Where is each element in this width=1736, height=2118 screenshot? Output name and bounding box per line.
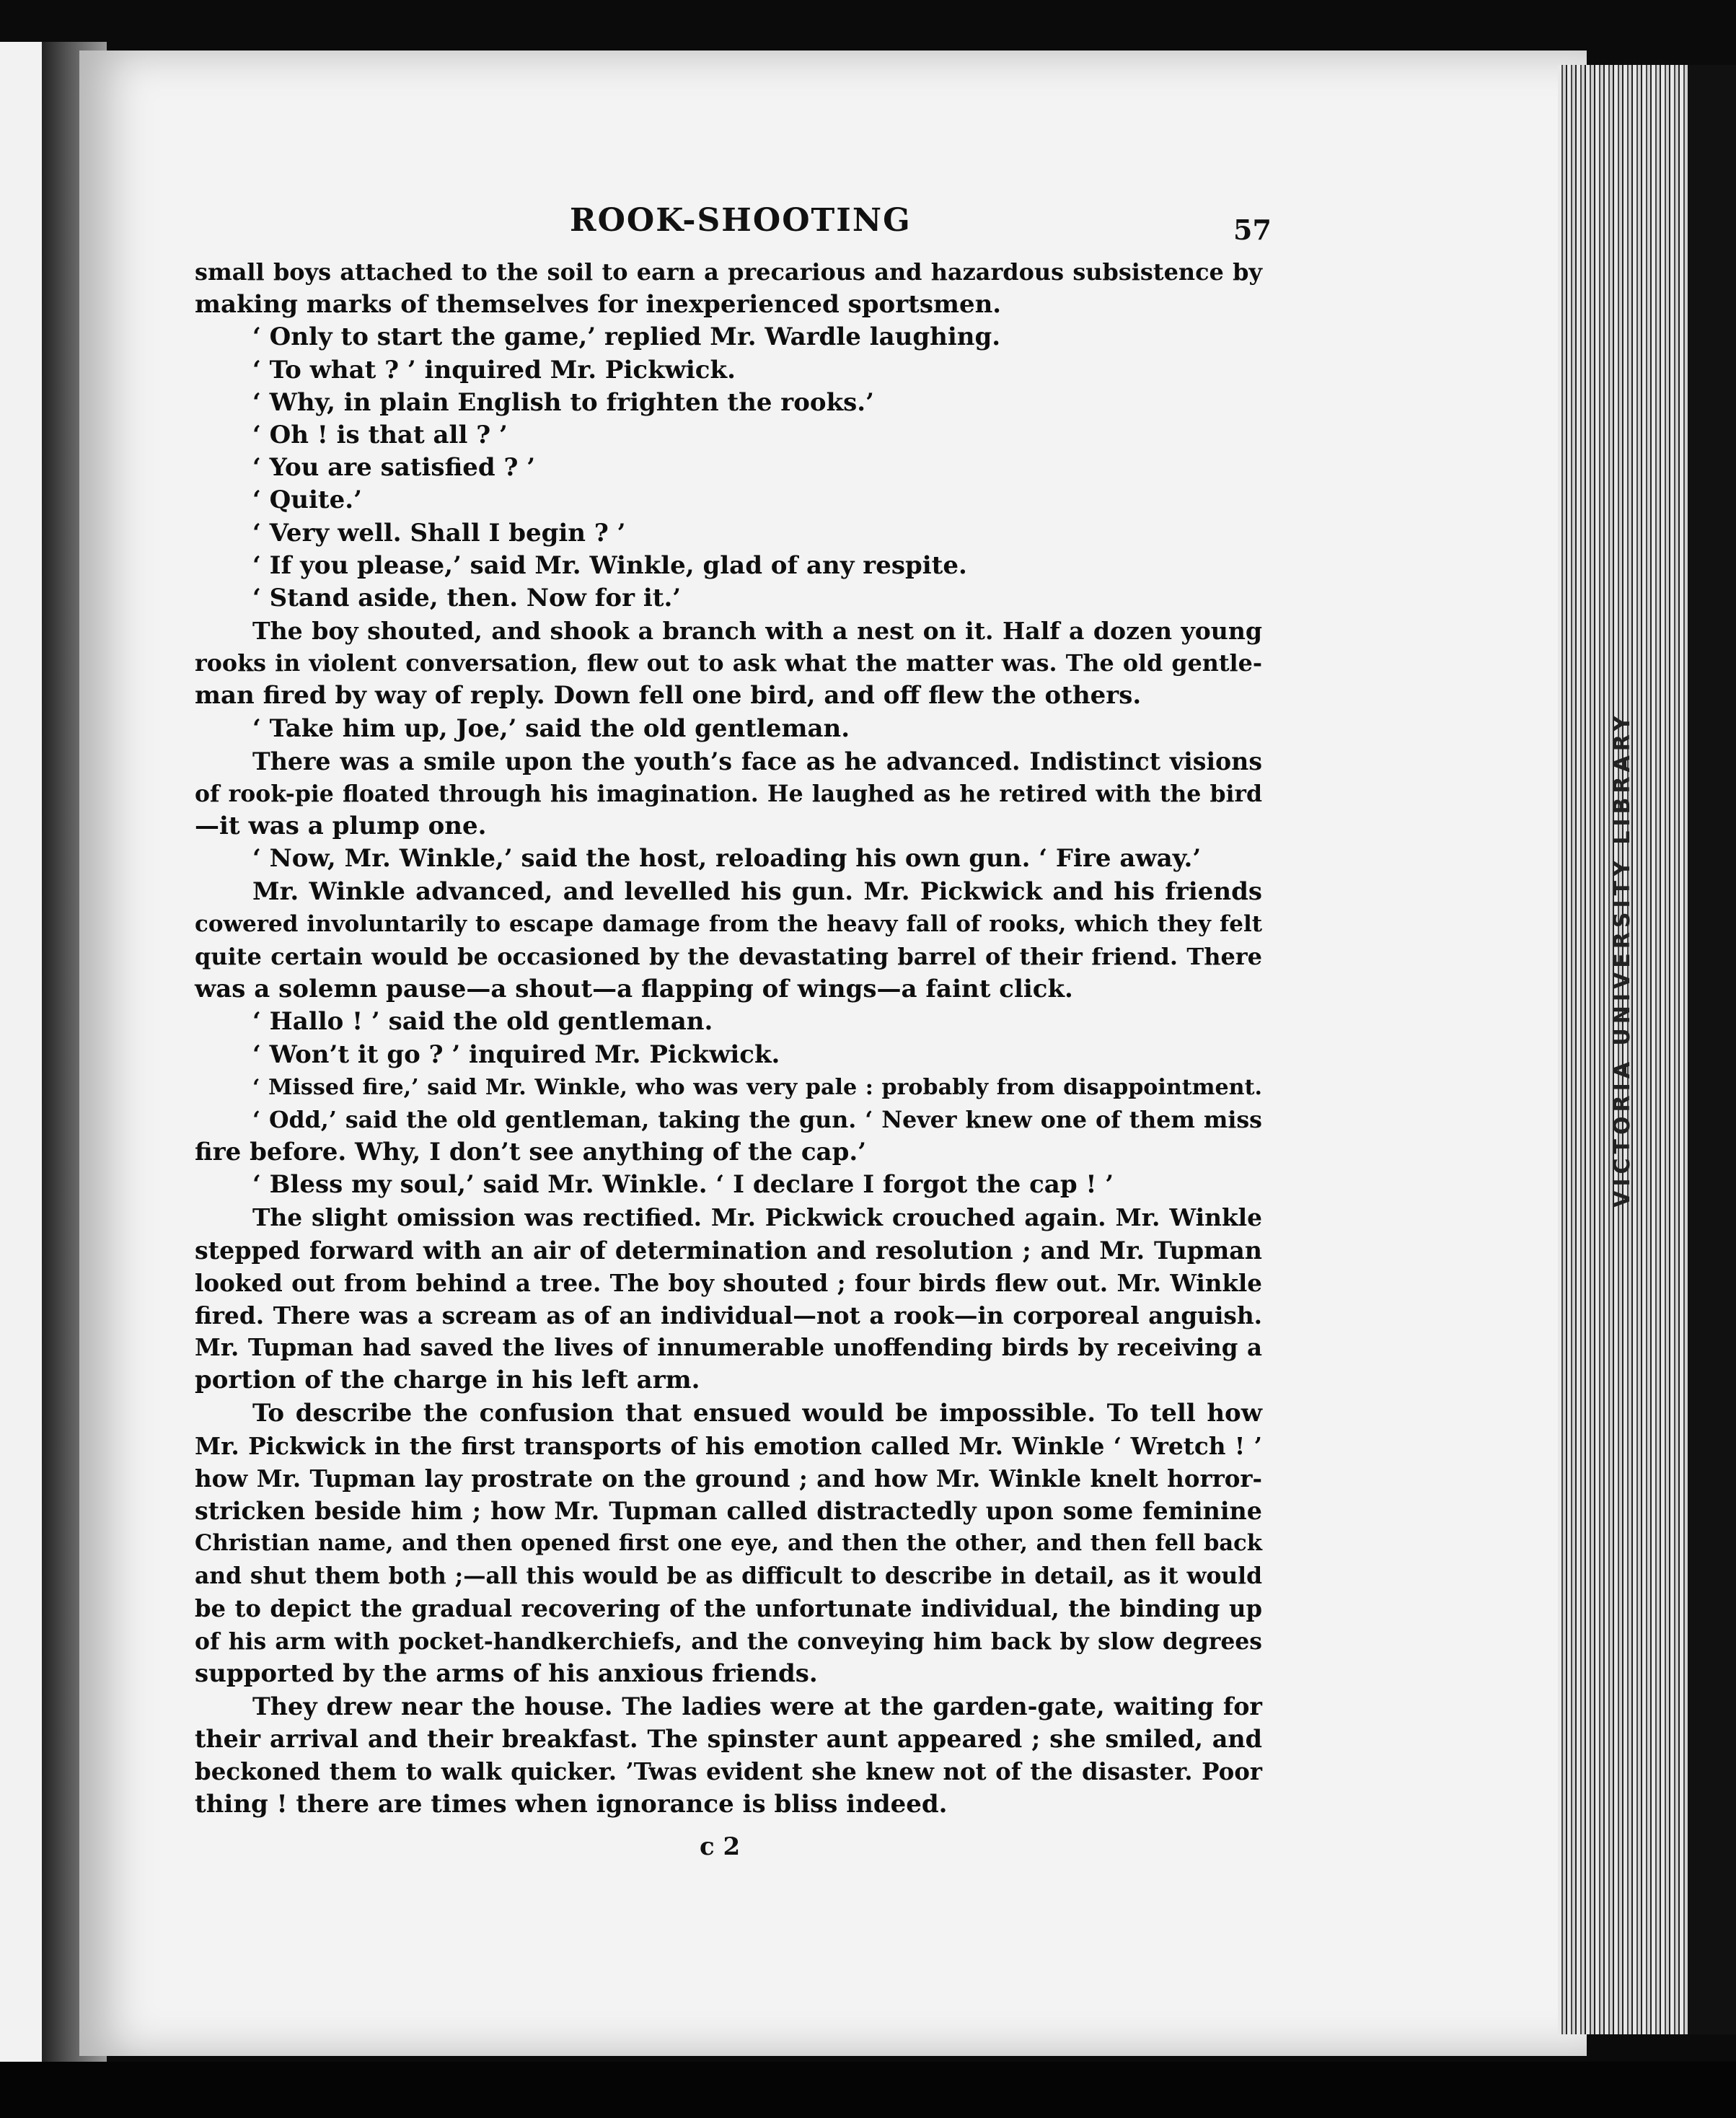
text-line: They drew near the house. The ladies were at the garden-gate, waiting for — [252, 1692, 1262, 1721]
text-line: Mr. Pickwick in the first transports of his emotion called Mr. Winkle ‘ Wretch ! ’ — [195, 1431, 1262, 1460]
text-line: portion of the charge in his left arm. — [195, 1366, 700, 1395]
text-line: Mr. Winkle advanced, and levelled his gun. Mr. Pickwick and his friends — [252, 876, 1262, 906]
bottom-shadow — [0, 2062, 1736, 2118]
text-line: of rook-pie floated through his imagination. He laughed as he retired with the bird — [195, 781, 1262, 807]
text-line: was a solemn pause—a shout—a flapping of wings—a faint click. — [195, 975, 1073, 1004]
text-line: thing ! there are times when ignorance is bliss indeed. — [195, 1789, 948, 1819]
text-line: fire before. Why, I don’t see anything of the cap.’ — [195, 1138, 867, 1167]
text-line: small boys attached to the soil to earn a precarious and hazardous subsistence by — [195, 258, 1262, 286]
text-line: beckoned them to walk quicker. ’Twas evident she knew not of the disaster. Poor — [195, 1757, 1262, 1785]
body-text — [195, 256, 1262, 1821]
text-line: cowered involuntarily to escape damage from the heavy fall of rooks, which they felt — [195, 910, 1262, 937]
running-head: ROOK-SHOOTING — [570, 202, 912, 239]
text-line: ‘ Why, in plain English to frighten the rooks.’ — [252, 387, 874, 417]
text-line: stepped forward with an air of determination and resolution ; and Mr. Tupman — [195, 1236, 1262, 1265]
text-line: be to depict the gradual recovering of the unfortunate individual, the binding up — [195, 1594, 1262, 1622]
text-line: rooks in violent conversation, flew out to ask what the matter was. The old gentle- — [195, 650, 1262, 677]
text-line: ‘ Take him up, Joe,’ said the old gentleman. — [252, 713, 850, 743]
text-line: fired. There was a scream as of an individual—not a rook—in corporeal anguish. — [195, 1301, 1262, 1330]
text-line: ‘ Oh ! is that all ? ’ — [252, 420, 508, 449]
text-line: and shut them both ;—all this would be as difficult to describe in detail, as it would — [195, 1563, 1262, 1589]
text-line: making marks of themselves for inexperienced sportsmen. — [195, 290, 1002, 320]
text-line: ‘ Won’t it go ? ’ inquired Mr. Pickwick. — [252, 1040, 780, 1069]
signature-mark: c 2 — [700, 1832, 741, 1861]
text-line: ‘ Hallo ! ’ said the old gentleman. — [252, 1007, 713, 1037]
text-line: ‘ Very well. Shall I begin ? ’ — [252, 518, 626, 548]
text-line: looked out from behind a tree. The boy shouted ; four birds flew out. Mr. Winkle — [195, 1268, 1262, 1297]
text-line: ‘ Stand aside, then. Now for it.’ — [252, 583, 682, 612]
right-cover-edge — [1688, 65, 1736, 2034]
text-line: ‘ Now, Mr. Winkle,’ said the host, reloading his own gun. ‘ Fire away.’ — [252, 844, 1202, 874]
text-line: The boy shouted, and shook a branch with a nest on it. Half a dozen young — [252, 617, 1262, 646]
text-line: To describe the confusion that ensued would be impossible. To tell how — [252, 1398, 1262, 1428]
text-line: Mr. Tupman had saved the lives of innumerable unoffending birds by receiving a — [195, 1334, 1262, 1362]
page-number: 57 — [1233, 214, 1272, 246]
text-line: —it was a plump one. — [195, 812, 487, 841]
text-line: stricken beside him ; how Mr. Tupman called distractedly upon some feminine — [195, 1497, 1262, 1526]
text-line: supported by the arms of his anxious friends. — [195, 1659, 818, 1689]
left-page-edge — [0, 42, 42, 2062]
text-line: ‘ Bless my soul,’ said Mr. Winkle. ‘ I declare I forgot the cap ! ’ — [252, 1170, 1114, 1200]
text-line: ‘ If you please,’ said Mr. Winkle, glad of any respite. — [252, 550, 967, 580]
text-line: ‘ You are satisfied ? ’ — [252, 453, 536, 483]
text-line: ‘ Odd,’ said the old gentleman, taking the gun. ‘ Never knew one of them miss — [252, 1106, 1262, 1133]
text-line: Christian name, and then opened first one eye, and then the other, and then fell back — [195, 1530, 1262, 1557]
text-line: of his arm with pocket-handkerchiefs, and the conveying him back by slow degrees — [195, 1627, 1262, 1655]
text-line: There was a smile upon the youth’s face as he advanced. Indistinct visions — [252, 747, 1262, 775]
text-line: The slight omission was rectified. Mr. Pickwick crouched again. Mr. Winkle — [252, 1203, 1262, 1232]
text-line: how Mr. Tupman lay prostrate on the ground ; and how Mr. Winkle knelt horror- — [195, 1464, 1262, 1493]
text-line: ‘ Only to start the game,’ replied Mr. Wardle laughing. — [252, 322, 1001, 352]
text-line: ‘ To what ? ’ inquired Mr. Pickwick. — [252, 355, 736, 385]
text-line: man fired by way of reply. Down fell one bird, and off flew the others. — [195, 681, 1142, 711]
text-line: quite certain would be occasioned by the devastating barrel of their friend. There — [195, 942, 1262, 970]
text-line: ‘ Quite.’ — [252, 485, 362, 515]
text-line: ‘ Missed fire,’ said Mr. Winkle, who was very pale : probably from disappointment. — [252, 1074, 1262, 1100]
library-stamp: VICTORIA UNIVERSITY LIBRARY — [1610, 711, 1635, 1208]
text-line: their arrival and their breakfast. The spinster aunt appeared ; she smiled, and — [195, 1725, 1262, 1754]
